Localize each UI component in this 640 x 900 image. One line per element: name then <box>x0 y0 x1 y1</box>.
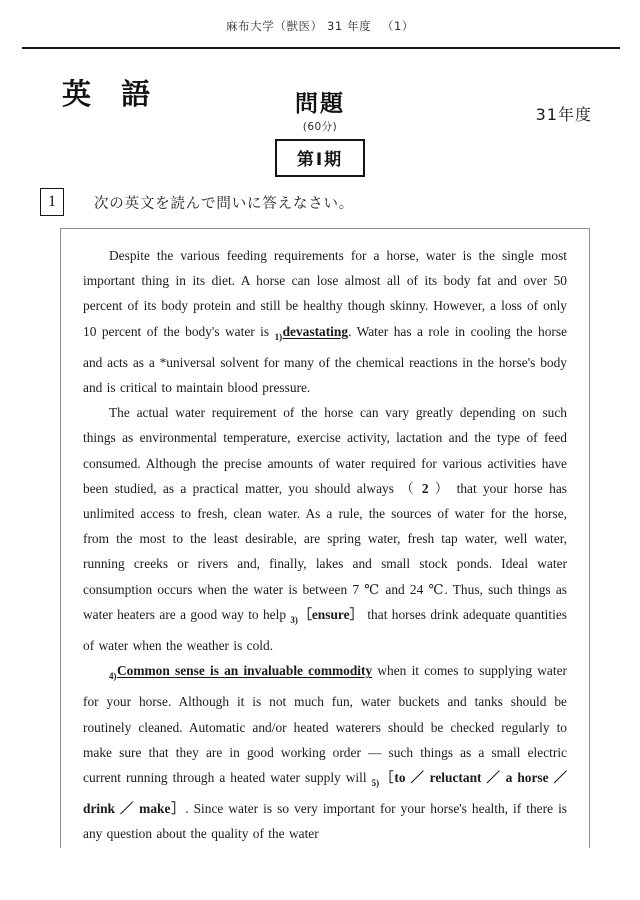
paper-kind-label: 問題 <box>295 91 345 117</box>
underlined-phrase-1: devastating <box>282 323 349 339</box>
passage-paragraph-2 <box>83 400 567 658</box>
paragraph2-text-a: The actual water requirement of the horse can vary greatly depending on such things as environmental temperature, exercise activity, lactation and the type of feed consumed. Although the precise amounts of water required for various activities have been studied, as a practical matter, you should always （ <box>83 405 567 496</box>
underlined-phrase-4: Common sense is an invaluable commodity <box>117 663 373 679</box>
passage-paragraph-3 <box>83 658 567 846</box>
question-instruction-row <box>40 188 354 216</box>
paragraph3-text-a: when it comes to supplying water for your horse. Although it is not much fun, water buckets and tanks should be routinely cleaned. Automatic and/or heated waterers should be checked regularly to make sure that they are in good working order — such things as a small electric current running through a heated water supply will <box>83 663 567 786</box>
bracketed-word-3: ［ensure］ <box>298 606 363 622</box>
question-number-box: 1 <box>40 188 64 216</box>
paragraph2-text-c: that horses drink adequate quantities of water when the weather is cold. <box>83 606 567 654</box>
footnote-marker-5: 5) <box>371 778 380 789</box>
header-divider-rule <box>22 47 620 49</box>
paragraph1-text-b: . Water has a role in cooling the horse and acts as a *universal solvent for many of the chemical reactions in the horse's body and is critical to maintain blood pressure. <box>83 323 568 396</box>
paragraph1-text-a: Despite the various feeding requirements for a horse, water is the single most important thing in its diet. A horse can lose almost all of its body fat and over 50 percent of its body protein and still be healthy though skinny. However, a loss of only 10 percent of the body's water is <box>83 248 567 339</box>
bracketed-words-5: ［to ／ reluctant ／ a horse ／ drink ／ make］ <box>83 770 567 817</box>
term-box: 第Ⅰ期 <box>275 139 365 177</box>
reading-passage-box <box>60 228 590 848</box>
footnote-marker-4: 4) <box>109 671 117 682</box>
duration-label: (60分) <box>302 120 338 133</box>
year-label: 31年度 <box>535 105 592 124</box>
footnote-marker-1: 1) <box>274 331 283 342</box>
question-instruction-text: 次の英文を読んで問いに答えなさい。 <box>94 195 355 212</box>
passage-paragraph-1 <box>83 243 567 400</box>
footnote-marker-3: 3) <box>290 614 298 625</box>
blank-number-2: 2 <box>421 480 429 496</box>
running-head: 麻布大学（獣医） 31 年度 （1） <box>225 19 415 33</box>
paragraph2-text-b: ） that your horse has unlimited access to fresh, clean water. As a rule, the sources of water for the horse, from the most to the least desirable, are spring water, fresh tap water, well water, running creeks or rivers and, finally, lakes and small stock ponds. Ideal water consumption occurs when the water is between 7 ℃ and 24 ℃. Thus, such things as water heaters are a good way to help <box>83 480 567 622</box>
paragraph3-text-b: . Since water is so very important for your horse's health, if there is any question about the quality of the water <box>83 801 567 842</box>
subject-title: 英 語 <box>62 77 161 111</box>
